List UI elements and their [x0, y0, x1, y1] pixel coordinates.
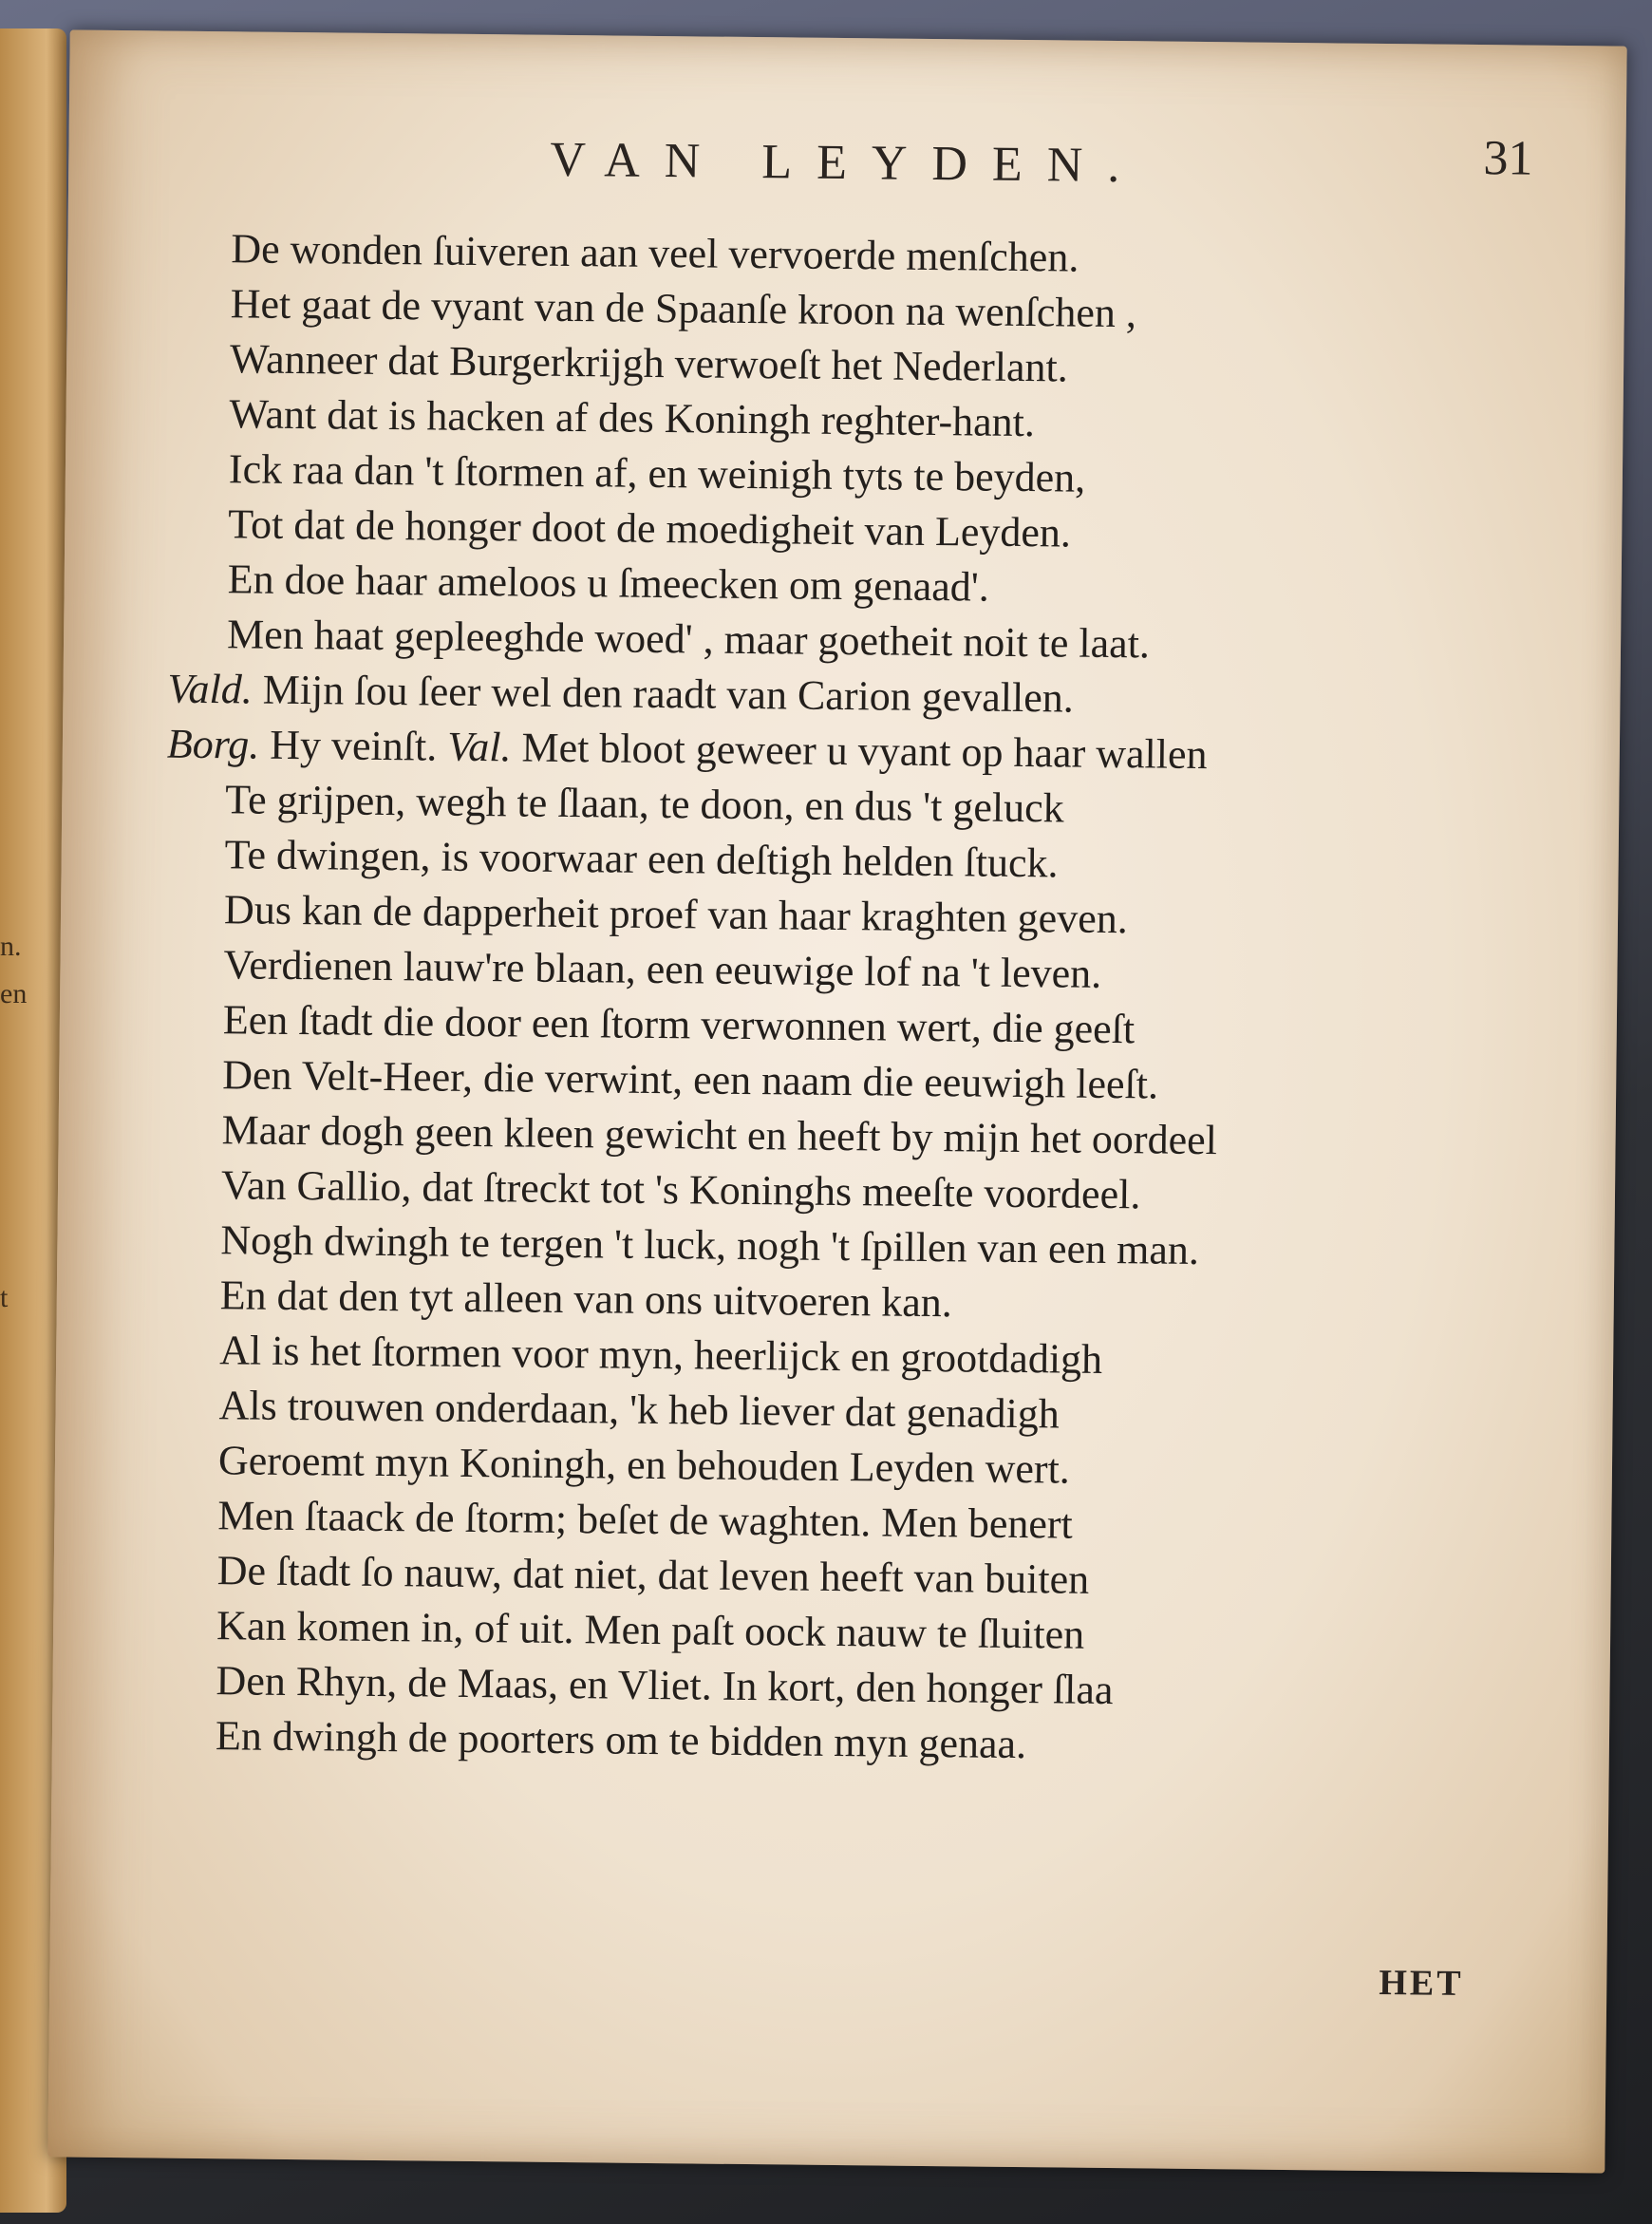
verse-text: Hy veinſt.	[270, 721, 438, 770]
left-page-fragment: n.	[0, 931, 22, 962]
verse-text: Te dwingen, is voorwaar een deſtigh helden ſtuck.	[224, 831, 1059, 887]
verse-text: Van Gallio, dat ſtreckt tot 's Koninghs meeſte voordeel.	[220, 1161, 1141, 1218]
verse-line	[225, 772, 1064, 836]
verse-line	[230, 276, 1136, 341]
verse-line	[223, 992, 1136, 1057]
verse-text: Den Velt-Heer, die verwint, een naam die eeuwigh leeſt.	[222, 1051, 1159, 1108]
verse-line	[230, 331, 1068, 395]
speaker-label: Val.	[446, 723, 512, 771]
verse-text: Dus kan de dapperheit proef van haar kraghten geven.	[223, 886, 1129, 943]
verse-text: Maar dogh geen kleen gewicht en heeft by mijn het oordeel	[221, 1106, 1218, 1164]
verse-text: Wanneer dat Burgerkrijgh verwoeſt het Nederlant.	[229, 335, 1069, 391]
verse-text: En dat den tyt alleen van ons uitvoeren kan.	[219, 1272, 953, 1327]
verse-text: Al is het ſtormen voor myn, heerlijck en grootdadigh	[218, 1327, 1103, 1383]
verse-text: Verdienen lauw're blaan, een eeuwige lof na 't leven.	[223, 941, 1102, 997]
verse-block	[68, 219, 1625, 1768]
verse-text: Want dat is hacken af des Koningh reghter-hant.	[229, 390, 1036, 446]
verse-line	[220, 1268, 953, 1330]
book-page	[47, 29, 1626, 2173]
running-title: VAN LEYDEN.	[550, 132, 1145, 194]
verse-text: Als trouwen onderdaan, 'k heb liever dat genadigh	[218, 1382, 1061, 1438]
verse-text: Den Rhyn, de Maas, en Vliet. In kort, den honger ſlaa	[216, 1657, 1114, 1714]
verse-text: Geroemt myn Koningh, en behouden Leyden wert.	[217, 1437, 1071, 1493]
verse-line	[221, 1103, 1217, 1168]
verse-line	[216, 1543, 1089, 1608]
verse-line	[222, 1047, 1158, 1112]
verse-text: Tot dat de honger doot de moedigheit van Leyden.	[228, 500, 1072, 556]
verse-text: Mijn ſou ſeer wel den raadt van Carion gevallen.	[262, 666, 1075, 722]
verse-text: Kan komen in, of uit. Men paſt oock nauw te ſluiten	[216, 1602, 1085, 1658]
verse-text: Te grijpen, wegh te ſlaan, te doon, en dus 't geluck	[225, 776, 1064, 832]
verse-text: Het gaat de vyant van de Spaanſe kroon na wenſchen ,	[230, 280, 1137, 337]
verse-line	[167, 662, 1074, 726]
verse-text: En doe haar ameloos u ſmeecken om genaad'.	[227, 556, 990, 611]
verse-line	[221, 1158, 1141, 1222]
verse-line	[229, 442, 1086, 505]
verse-line	[228, 497, 1071, 560]
verse-text: Nogh dwingh te tergen 't luck, nogh 't ſpillen van een man.	[220, 1216, 1200, 1273]
verse-text: En dwingh de poorters om te bidden myn genaa.	[215, 1712, 1027, 1768]
verse-text: Men haat gepleeghde woed' , maar goetheit noit te laat.	[226, 611, 1151, 668]
verse-line	[220, 1213, 1199, 1278]
verse-line	[218, 1433, 1070, 1497]
verse-line	[229, 386, 1035, 450]
verse-text: Ick raa dan 't ſtormen af, en weinigh tyts te beyden,	[228, 445, 1086, 501]
left-page-fragment: t	[0, 1282, 9, 1313]
verse-line	[216, 1708, 1027, 1772]
verse-line	[218, 1378, 1060, 1442]
verse-line	[216, 1653, 1114, 1718]
verse-line	[227, 607, 1150, 671]
verse-text: Men ſtaack de ſtorm; beſet de waghten. Men benert	[217, 1492, 1074, 1548]
verse-line	[216, 1598, 1085, 1663]
verse-text: Met bloot geweer u vyant op haar wallen	[521, 724, 1208, 779]
verse-text: De wonden ſuiveren aan veel vervoerde menſchen.	[231, 225, 1079, 281]
verse-line	[219, 1323, 1102, 1387]
verse-line	[223, 937, 1101, 1002]
verse-line	[224, 827, 1058, 891]
verse-text: De ſtadt ſo nauw, dat niet, dat leven heeft van buiten	[216, 1547, 1090, 1603]
speaker-label: Vald.	[167, 665, 253, 713]
catchword: HET	[1379, 1963, 1464, 2004]
verse-line	[227, 552, 989, 614]
left-page-fragment: en	[0, 978, 28, 1009]
verse-line	[224, 882, 1128, 947]
verse-text: Een ſtadt die door een ſtorm verwonnen wert, die geeſt	[222, 996, 1136, 1053]
verse-line	[231, 221, 1079, 285]
speaker-label: Borg.	[166, 720, 260, 768]
page-number: 31	[1483, 131, 1533, 186]
verse-line	[217, 1488, 1073, 1552]
